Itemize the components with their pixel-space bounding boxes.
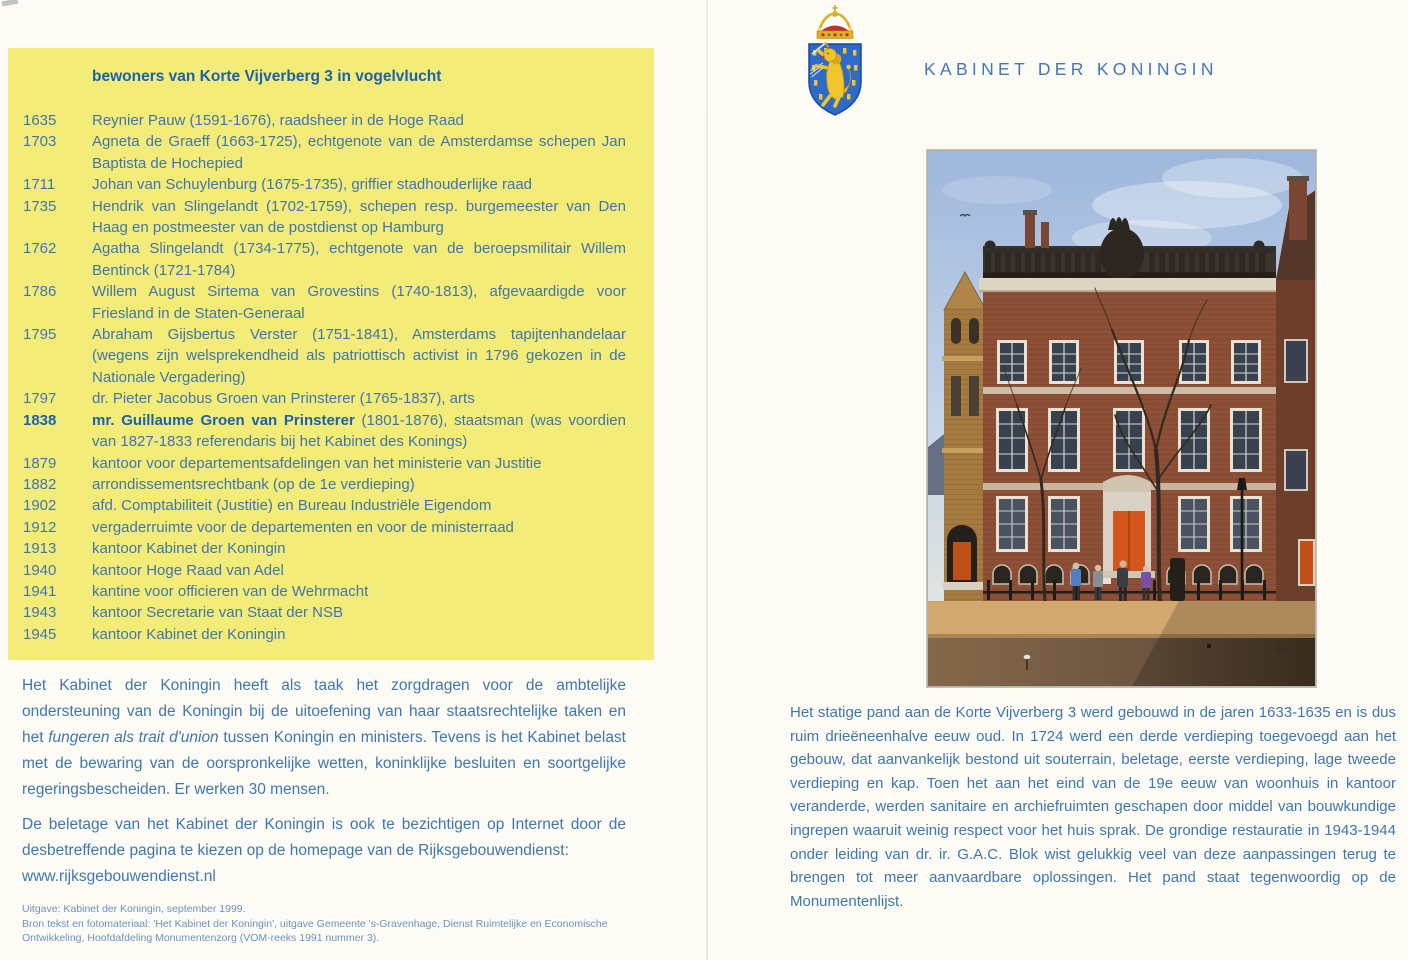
timeline-year: 1912	[23, 518, 57, 536]
timeline-description: kantoor Hoge Raad van Adel	[92, 561, 284, 579]
timeline-description: Hendrik van Slingelandt (1702-1759), schepen resp. burgemeester van Den Haag en postmeester van de postdienst op Hamburg	[92, 197, 626, 237]
para1-italic: fungeren als trait d'union	[48, 729, 219, 746]
timeline-year: 1879	[23, 454, 57, 472]
timeline-description: Agneta de Graeff (1663-1725), echtgenote van de Amsterdamse schepen Jan Baptista de Hochepied	[92, 133, 626, 172]
colophon-line1: Uitgave: Kabinet der Koningin, september 1999.	[22, 903, 246, 915]
para1-before: Het Kabinet der Koningin heeft als taak het zorgdragen voor de ambtelijke ondersteuning van de Koningin bij de uitoefening van haar staatsrechtelijke taken en het	[22, 677, 626, 746]
quay-street	[927, 601, 1316, 687]
crown-icon	[817, 5, 853, 39]
residents-timeline-panel	[8, 48, 654, 660]
building-photo	[926, 149, 1317, 688]
timeline-entry	[23, 410, 626, 453]
colophon-line2: Bron tekst en fotomateriaal: 'Het Kabinet der Koningin', uitgave Gemeente 's-Gravenhage, Dienst Ruimtelijke en Economische Ontwikkeling, Hoofdafdeling Monumentenzorg (VOM-reeks 1991 nummer 3).	[22, 917, 608, 944]
paragraph-building-history: Het statige pand aan de Korte Vijverberg 3 werd gebouwd in de jaren 1633-1635 en is dus ruim drieëneenhalve eeuw oud. In 1724 werd een derde verdieping toegevoegd aan het gebouw, dat aanvankelijk bestond uit souterrain, beletage, eerste verdieping, lage tweede verdieping en kap. Toen het aan het eind van de 19e eeuw van woonhuis in kantoor veranderde, werden sanitaire en archiefruimten geschapen door middel van bouwkundige ingrepen waaruit weinig respect voor het huis sprak. De grondige restauratie in 1943-1944 onder leiding van dr. ir. G.A.C. Blok wist gelukkig veel van deze aanpassingen terug te brengen tot meer aanvaardbare oplossingen. Het pand staat tegenwoordig op de Monumentenlijst.	[790, 704, 1396, 910]
timeline-entry	[23, 560, 626, 581]
royal-coat-of-arms-icon	[799, 4, 871, 118]
timeline-list	[23, 110, 626, 645]
main-facade	[979, 210, 1280, 601]
website-url: www.rijksgebouwendienst.nl	[22, 868, 216, 885]
timeline-year: 1941	[23, 582, 57, 600]
timeline-year: 1795	[23, 326, 57, 344]
scan-artifact	[2, 0, 19, 6]
timeline-title: bewoners van Korte Vijverberg 3 in vogelvlucht	[92, 68, 442, 85]
timeline-description: Agatha Slingelandt (1734-1775), echtgenote van de beroepsmilitair Willem Bentinck (1721-1784)	[92, 240, 626, 279]
timeline-entry	[23, 281, 626, 324]
para2-text: De beletage van het Kabinet der Koningin is ook te bezichtigen op Internet door de desbetreffende pagina te kiezen op de homepage van de Rijksgebouwendienst:	[22, 816, 626, 859]
timeline-description: Abraham Gijsbertus Verster (1751-1841), Amsterdams tapijtenhandelaar (wegens zijn welsprekendheid als patriottisch activist in 1796 gekozen in de Nationale Vergadering)	[92, 326, 626, 386]
paragraph-kabinet-task	[22, 673, 626, 803]
timeline-year: 1882	[23, 475, 57, 493]
timeline-entry	[23, 581, 626, 602]
timeline-entry	[23, 110, 626, 131]
timeline-entry	[23, 517, 626, 538]
timeline-description: Johan van Schuylenburg (1675-1735), griffier stadhouderlijke raad	[92, 176, 533, 194]
timeline-year: 1838	[23, 411, 57, 429]
timeline-description: vergaderruimte voor de departementen en voor de ministerraad	[92, 518, 514, 536]
timeline-year: 1940	[23, 561, 57, 579]
timeline-year: 1711	[23, 176, 56, 194]
timeline-entry	[23, 602, 626, 623]
timeline-entry	[23, 131, 626, 174]
timeline-description: arrondissementsrechtbank (op de 1e verdieping)	[92, 475, 415, 493]
timeline-year: 1762	[23, 240, 57, 258]
timeline-year: 1797	[23, 390, 57, 408]
timeline-description: mr. Guillaume Groen van Prinsterer (1801-1876), staatsman (was voordien van 1827-1833 referendaris bij het Kabinet des Konings)	[92, 411, 626, 451]
timeline-entry	[23, 196, 626, 239]
paragraph-internet	[22, 812, 626, 890]
timeline-year: 1786	[23, 283, 57, 301]
timeline-year: 1735	[23, 197, 57, 215]
page-title: KABINET DER KONINGIN	[924, 59, 1218, 79]
timeline-entry	[23, 388, 626, 409]
gull	[1024, 655, 1031, 659]
timeline-description: kantoor voor departementsafdelingen van het ministerie van Justitie	[92, 454, 542, 472]
left-tower	[942, 272, 988, 603]
timeline-entry	[23, 495, 626, 516]
timeline-description: Reynier Pauw (1591-1676), raadsheer in de Hoge Raad	[92, 112, 464, 129]
timeline-entry	[23, 453, 626, 474]
timeline-year: 1945	[23, 625, 57, 643]
para1-after: tussen Koningin en ministers. Tevens is het Kabinet belast met de bewaring van de oorspronkelijke wetten, koninklijke besluiten en soortgelijke regeringsbescheiden. Er werken 30 mensen.	[22, 729, 626, 798]
timeline-entry	[23, 238, 626, 281]
timeline-year: 1902	[23, 497, 57, 515]
colophon	[22, 902, 614, 946]
side-gate-door	[953, 542, 971, 580]
timeline-entry	[23, 174, 626, 195]
timeline-description: kantoor Kabinet der Koningin	[92, 625, 286, 643]
timeline-entry	[23, 624, 626, 645]
timeline-year: 1943	[23, 604, 57, 622]
timeline-entry	[23, 324, 626, 388]
timeline-year: 1635	[23, 112, 57, 129]
timeline-description: kantine voor officieren van de Wehrmacht	[92, 582, 369, 600]
timeline-description: dr. Pieter Jacobus Groen van Prinsterer (1765-1837), arts	[92, 390, 475, 408]
timeline-year: 1703	[23, 133, 57, 151]
timeline-year: 1913	[23, 540, 57, 558]
timeline-description: afd. Comptabiliteit (Justitie) en Bureau Industriële Eigendom	[92, 497, 492, 515]
statue	[1170, 558, 1185, 601]
timeline-description: Willem August Sirtema van Grovestins (1740-1813), afgevaardigde voor Friesland in de Staten-Generaal	[92, 283, 626, 322]
timeline-description: kantoor Kabinet der Koningin	[92, 540, 286, 558]
timeline-entry	[23, 538, 626, 559]
front-door	[1099, 475, 1155, 578]
timeline-entry	[23, 474, 626, 495]
page-fold-line	[706, 0, 708, 960]
timeline-description: kantoor Secretarie van Staat der NSB	[92, 604, 343, 622]
